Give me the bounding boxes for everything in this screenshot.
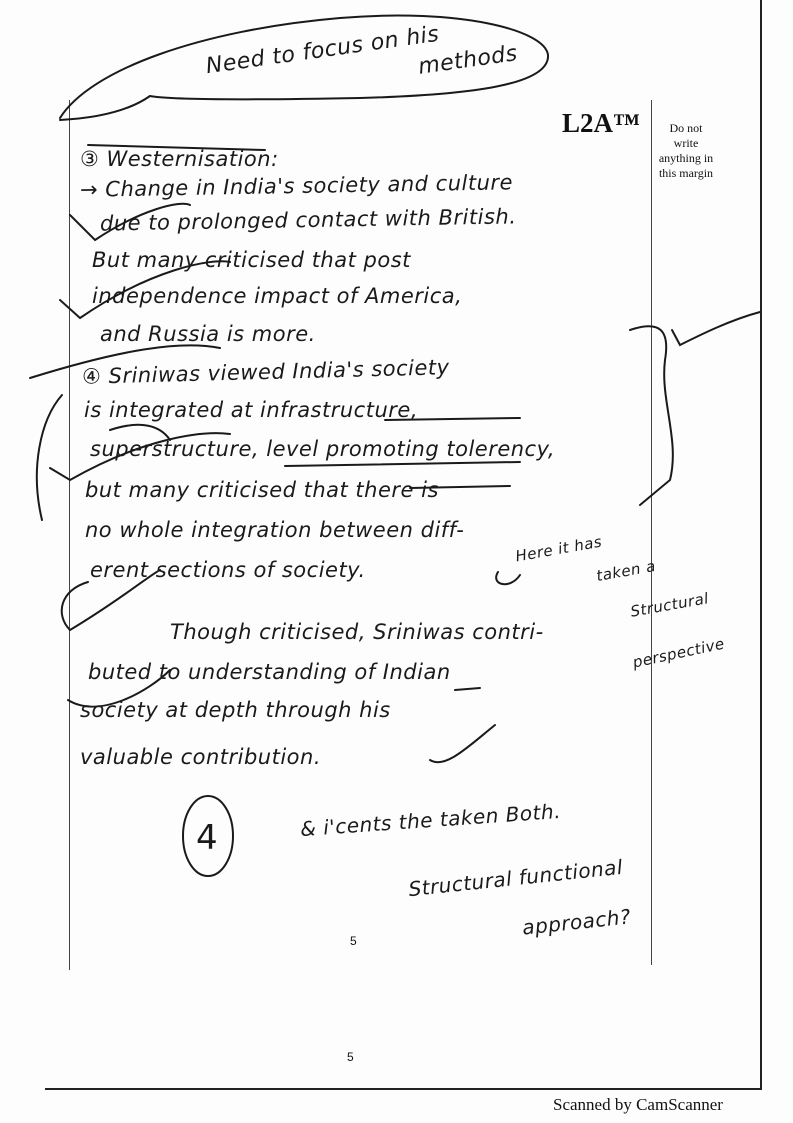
evaluator-side-comment-line: perspective	[631, 634, 727, 672]
answer-line: Though criticised, Sriniwas contri-	[170, 620, 544, 644]
underline	[88, 145, 265, 150]
answer-line: erent sections of society.	[90, 558, 366, 582]
underline	[285, 462, 520, 466]
top-comment-loop	[60, 16, 548, 118]
evaluator-top-comment-line: methods	[416, 41, 520, 80]
evaluator-top-comment-line: Need to focus on his	[204, 21, 441, 80]
score-circle	[183, 796, 233, 876]
left-bracket	[37, 395, 62, 520]
evaluator-side-comment-line: taken a	[594, 556, 658, 586]
evaluator-bottom-comment-line: & i'cents the taken Both.	[299, 798, 562, 842]
underline	[385, 418, 520, 420]
answer-line: society at depth through his	[80, 698, 391, 722]
page-number-outer: 5	[347, 1050, 354, 1064]
tick-mark	[68, 670, 170, 707]
tick-mark	[62, 570, 160, 630]
answer-line: due to prolonged contact with British.	[99, 204, 517, 236]
tick-mark	[60, 261, 230, 318]
answer-line: is integrated at infrastructure,	[84, 398, 418, 422]
answer-line: no whole integration between diff-	[85, 518, 465, 542]
answer-line: buted to understanding of Indian	[88, 660, 451, 684]
answer-line: → Change in India's society and culture	[79, 170, 514, 202]
right-bracket	[630, 326, 673, 505]
margin-note-line: this margin	[658, 166, 714, 180]
answer-line: superstructure, level promoting tolerency,	[90, 437, 556, 461]
evaluator-side-comment-line: Here it has	[514, 532, 604, 566]
answer-line: valuable contribution.	[80, 745, 322, 769]
evaluator-score: 4	[196, 818, 219, 858]
answer-line: But many criticised that post	[92, 248, 411, 272]
tick-mark	[50, 433, 230, 480]
underline	[455, 688, 480, 690]
evaluator-side-comment-line: Structural	[629, 589, 711, 621]
margin-note-line: Do not	[669, 121, 703, 135]
page-number-inner: 5	[350, 934, 357, 948]
tick-mark	[672, 312, 760, 345]
answer-line: ④ Sriniwas viewed India's society	[81, 355, 450, 389]
tick-mark	[30, 345, 220, 378]
underline	[410, 486, 510, 488]
margin-note-line: anything in	[658, 151, 714, 165]
answer-line: but many criticised that there is	[85, 478, 439, 502]
evaluator-bottom-comment-line: approach?	[521, 904, 633, 940]
answer-line: and Russia is more.	[100, 322, 316, 346]
evaluator-bottom-comment-line: Structural functional	[407, 854, 625, 902]
answer-line: ③ Westernisation:	[80, 147, 279, 171]
caret-mark	[496, 572, 520, 584]
tick-mark	[70, 204, 190, 240]
top-comment-tail	[60, 96, 150, 120]
answer-line: independence impact of America,	[92, 284, 463, 308]
tick-mark	[110, 425, 170, 440]
tick-mark	[430, 725, 495, 762]
margin-note-line: write	[673, 136, 699, 150]
scanner-watermark: Scanned by CamScanner	[553, 1095, 723, 1114]
brand-logo: L2A™	[562, 108, 641, 138]
